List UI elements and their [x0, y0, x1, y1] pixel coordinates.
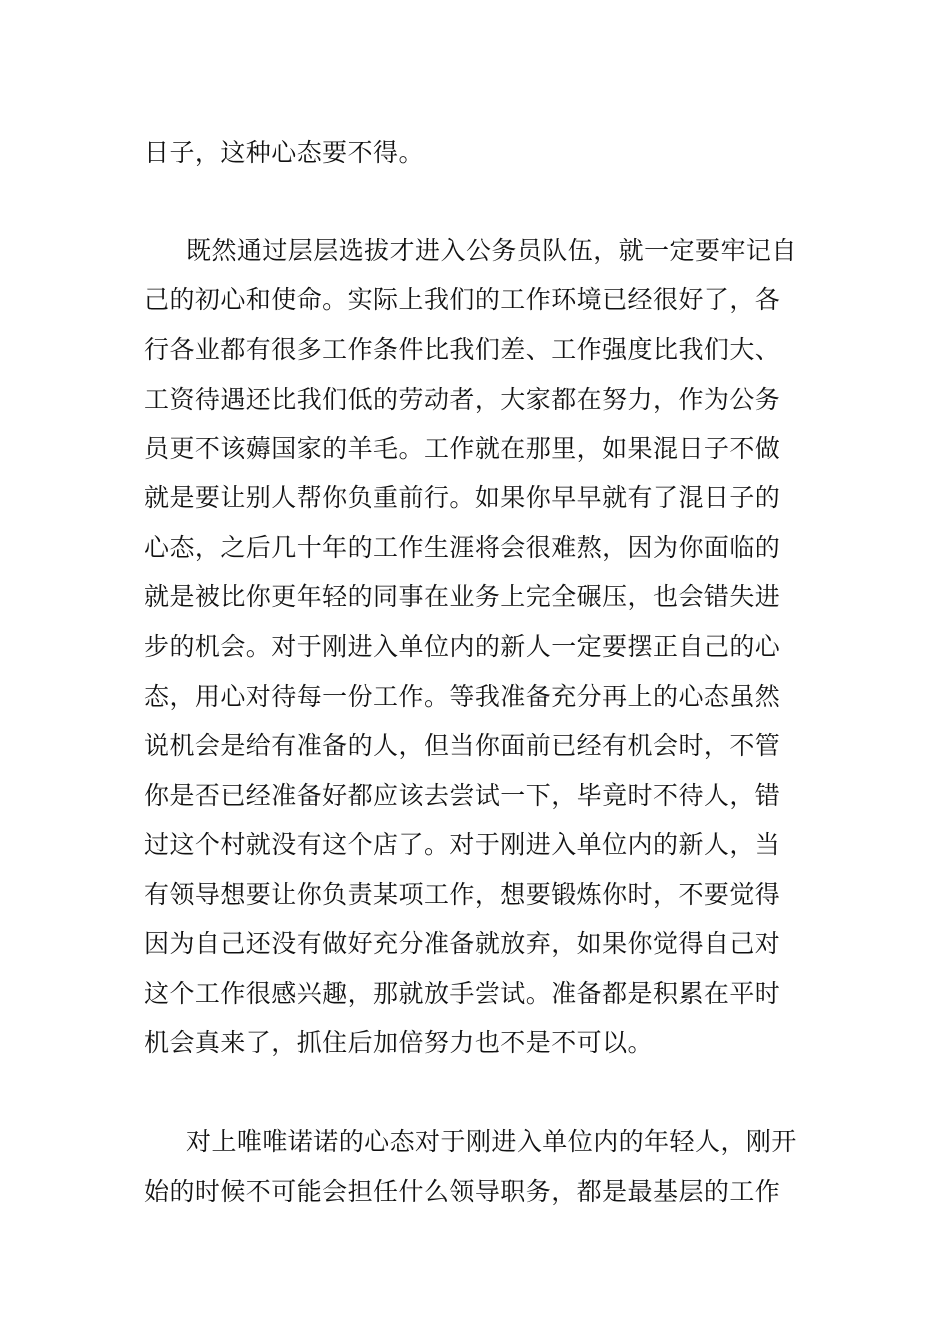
- text-line: 始的时候不可能会担任什么领导职务，都是最基层的工作: [144, 1177, 781, 1206]
- text-line: 因为自己还没有做好充分准备就放弃，如果你觉得自己对: [144, 929, 781, 958]
- text-line: 对上唯唯诺诺的心态对于刚进入单位内的年轻人，刚开: [186, 1127, 797, 1156]
- text-line: 既然通过层层选拔才进入公务员队伍，就一定要牢记自: [186, 236, 797, 265]
- text-line: 工资待遇还比我们低的劳动者，大家都在努力，作为公务: [144, 385, 781, 414]
- text-line: 步的机会。对于刚进入单位内的新人一定要摆正自己的心: [144, 632, 781, 661]
- text-line: 你是否已经准备好都应该去尝试一下，毕竟时不待人，错: [144, 781, 781, 810]
- text-line: 态，用心对待每一份工作。等我准备充分再上的心态虽然: [144, 682, 781, 711]
- text-line: 就是要让别人帮你负重前行。如果你早早就有了混日子的: [144, 483, 781, 512]
- text-line: 有领导想要让你负责某项工作，想要锻炼你时，不要觉得: [144, 880, 781, 909]
- text-line: 日子，这种心态要不得。: [144, 138, 424, 167]
- text-line: 员更不该薅国家的羊毛。工作就在那里，如果混日子不做: [144, 434, 781, 463]
- text-line: 己的初心和使命。实际上我们的工作环境已经很好了，各: [144, 285, 781, 314]
- text-line: 这个工作很感兴趣，那就放手尝试。准备都是积累在平时: [144, 979, 781, 1008]
- text-line: 过这个村就没有这个店了。对于刚进入单位内的新人，当: [144, 830, 781, 859]
- text-line: 说机会是给有准备的人，但当你面前已经有机会时，不管: [144, 731, 781, 760]
- text-line: 机会真来了，抓住后加倍努力也不是不可以。: [144, 1028, 654, 1057]
- text-line: 行各业都有很多工作条件比我们差、工作强度比我们大、: [144, 335, 781, 364]
- text-line: 就是被比你更年轻的同事在业务上完全碾压，也会错失进: [144, 582, 781, 611]
- text-line: 心态，之后几十年的工作生涯将会很难熬，因为你面临的: [144, 533, 781, 562]
